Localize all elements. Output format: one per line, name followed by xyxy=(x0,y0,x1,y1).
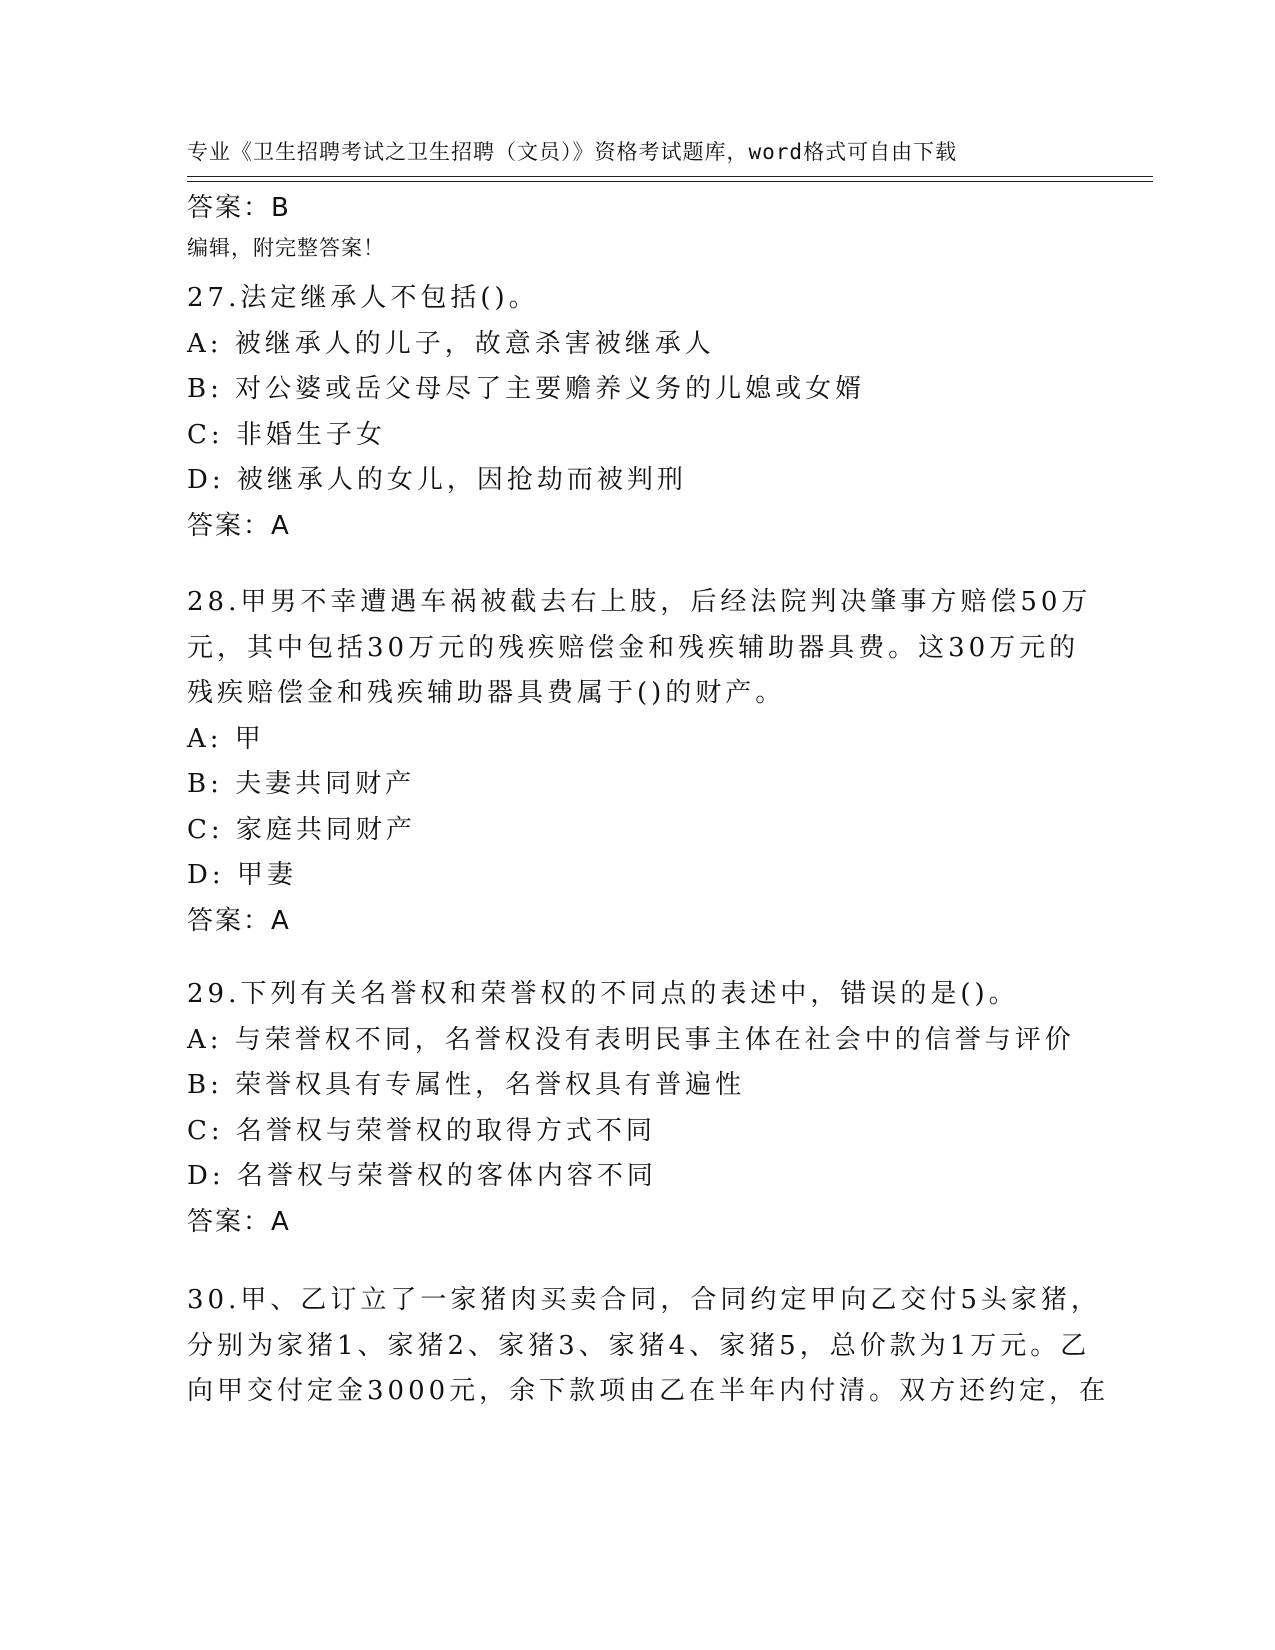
header-line-1: 专业《卫生招聘考试之卫生招聘（文员）》资格考试题库，word格式可自由下载 xyxy=(187,140,958,164)
answer-26 xyxy=(187,186,1087,232)
answer-text: 答案：A xyxy=(187,905,291,936)
option-d: D: 被继承人的女儿，因抢劫而被判刑 xyxy=(187,465,687,495)
option-a: A: 被继承人的儿子，故意杀害被继承人 xyxy=(187,328,715,359)
question-text-line-3: 残疾赔偿金和残疾辅助器具费属于()的财产。 xyxy=(187,678,786,708)
answer-text: 答案：A xyxy=(187,510,291,541)
option-b: B: 荣誉权具有专属性，名誉权具有普遍性 xyxy=(187,1070,746,1100)
question-text-line-1: 28.甲男不幸遭遇车祸被截去右上肢，后经法院判决肇事方赔偿50万 xyxy=(187,587,1092,617)
question-30 xyxy=(187,1278,1110,1415)
question-29 xyxy=(187,972,1087,1245)
option-a: A: 与荣誉权不同，名誉权没有表明民事主体在社会中的信誉与评价 xyxy=(187,1024,1075,1055)
question-text-line-1: 30.甲、乙订立了一家猪肉买卖合同，合同约定甲向乙交付5头家猪， xyxy=(187,1285,1101,1315)
question-28 xyxy=(187,580,1092,944)
answer-text: 答案：B xyxy=(187,193,291,223)
question-text: 29.下列有关名誉权和荣誉权的不同点的表述中，错误的是()。 xyxy=(187,979,1019,1009)
option-a: A: 甲 xyxy=(187,723,265,754)
answer-text: 答案：A xyxy=(187,1206,291,1237)
question-text-line-3: 向甲交付定金3000元，余下款项由乙在半年内付清。双方还约定，在 xyxy=(187,1376,1110,1406)
question-text-line-2: 元，其中包括30万元的残疾赔偿金和残疾辅助器具费。这30万元的 xyxy=(187,632,1080,663)
header-rule-top xyxy=(187,176,1153,177)
option-c: C: 非婚生子女 xyxy=(187,419,386,450)
option-d: D: 甲妻 xyxy=(187,860,297,890)
option-c: C: 名誉权与荣誉权的取得方式不同 xyxy=(187,1115,656,1146)
option-d: D: 名誉权与荣誉权的客体内容不同 xyxy=(187,1161,657,1191)
option-c: C: 家庭共同财产 xyxy=(187,814,416,845)
question-text-line-2: 分别为家猪1、家猪2、家猪3、家猪4、家猪5，总价款为1万元。乙 xyxy=(187,1330,1091,1361)
option-b: B: 夫妻共同财产 xyxy=(187,769,416,799)
option-b: B: 对公婆或岳父母尽了主要赡养义务的儿媳或女婿 xyxy=(187,374,866,404)
question-27 xyxy=(187,276,1087,549)
header-line-2: 编辑，附完整答案！ xyxy=(187,236,385,260)
question-text: 27.法定继承人不包括()。 xyxy=(187,283,539,313)
header-rule-bottom xyxy=(187,181,1153,182)
